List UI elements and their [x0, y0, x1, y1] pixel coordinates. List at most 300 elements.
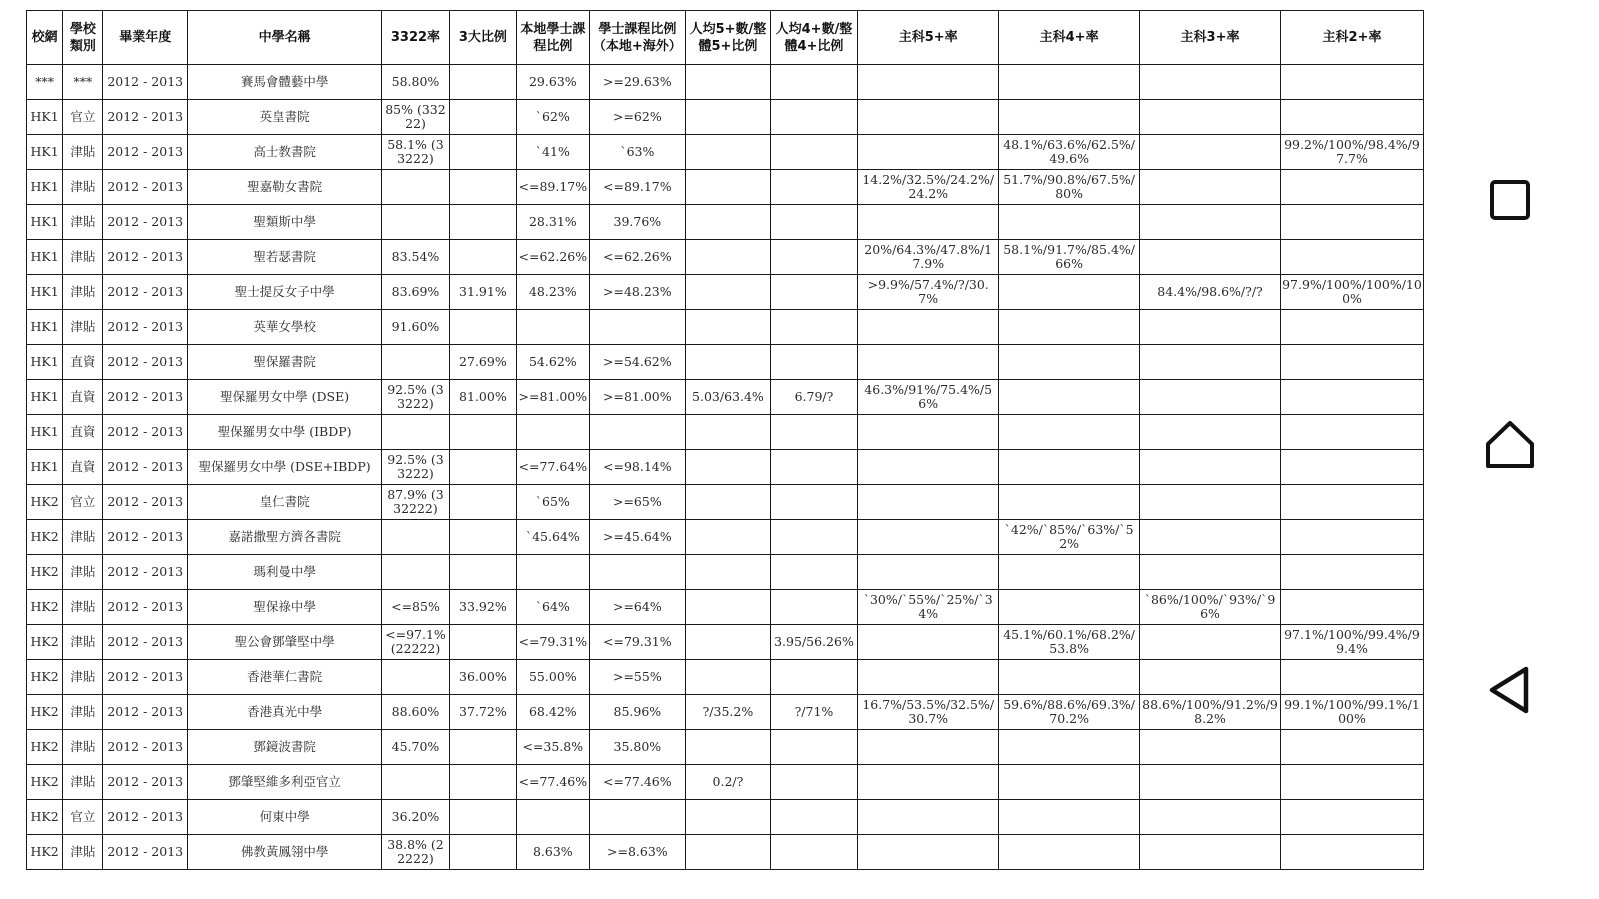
cell-degree-ratio-total[interactable]: 35.80%: [589, 730, 686, 765]
cell-graduation-year[interactable]: 2012 - 2013: [103, 65, 188, 100]
cell-avg-5plus[interactable]: [686, 450, 771, 485]
cell-school-name[interactable]: 嘉諾撒聖方濟各書院: [188, 520, 382, 555]
cell-top3-ratio[interactable]: [449, 765, 516, 800]
cell-core-4plus-rate[interactable]: 58.1%/91.7%/85.4%/66%: [999, 240, 1140, 275]
cell-avg-4plus[interactable]: [770, 765, 858, 800]
cell-local-degree-ratio[interactable]: 48.23%: [517, 275, 589, 310]
cell-school-name[interactable]: 高士教書院: [188, 135, 382, 170]
cell-rate-3322[interactable]: [382, 660, 449, 695]
cell-school-type[interactable]: 津貼: [63, 205, 103, 240]
cell-school-name[interactable]: 瑪利曼中學: [188, 555, 382, 590]
cell-degree-ratio-total[interactable]: >=54.62%: [589, 345, 686, 380]
cell-core-3plus-rate[interactable]: [1140, 135, 1281, 170]
cell-core-5plus-rate[interactable]: [858, 520, 999, 555]
cell-avg-4plus[interactable]: [770, 135, 858, 170]
cell-degree-ratio-total[interactable]: <=62.26%: [589, 240, 686, 275]
cell-school-type[interactable]: 津貼: [63, 660, 103, 695]
cell-graduation-year[interactable]: 2012 - 2013: [103, 660, 188, 695]
cell-rate-3322[interactable]: 58.1% (33222): [382, 135, 449, 170]
cell-school-name[interactable]: 聖保羅男女中學 (IBDP): [188, 415, 382, 450]
cell-local-degree-ratio[interactable]: `62%: [517, 100, 589, 135]
cell-local-degree-ratio[interactable]: 55.00%: [517, 660, 589, 695]
cell-graduation-year[interactable]: 2012 - 2013: [103, 345, 188, 380]
cell-avg-5plus[interactable]: [686, 520, 771, 555]
cell-degree-ratio-total[interactable]: >=65%: [589, 485, 686, 520]
cell-degree-ratio-total[interactable]: [589, 415, 686, 450]
cell-core-2plus-rate[interactable]: [1280, 765, 1423, 800]
cell-network[interactable]: HK1: [27, 380, 63, 415]
cell-core-3plus-rate[interactable]: [1140, 450, 1281, 485]
cell-core-5plus-rate[interactable]: [858, 345, 999, 380]
cell-avg-4plus[interactable]: [770, 800, 858, 835]
table-row[interactable]: [27, 555, 1424, 590]
cell-avg-4plus[interactable]: [770, 520, 858, 555]
cell-avg-4plus[interactable]: [770, 345, 858, 380]
cell-graduation-year[interactable]: 2012 - 2013: [103, 485, 188, 520]
cell-core-2plus-rate[interactable]: 99.2%/100%/98.4%/97.7%: [1280, 135, 1423, 170]
cell-top3-ratio[interactable]: [449, 625, 516, 660]
cell-core-2plus-rate[interactable]: [1280, 800, 1423, 835]
cell-top3-ratio[interactable]: 31.91%: [449, 275, 516, 310]
cell-core-3plus-rate[interactable]: [1140, 660, 1281, 695]
cell-avg-4plus[interactable]: [770, 730, 858, 765]
column-header[interactable]: 中學名稱: [188, 11, 382, 65]
column-header[interactable]: 3322率: [382, 11, 449, 65]
cell-core-2plus-rate[interactable]: [1280, 450, 1423, 485]
cell-school-type[interactable]: 津貼: [63, 275, 103, 310]
cell-avg-5plus[interactable]: [686, 205, 771, 240]
cell-graduation-year[interactable]: 2012 - 2013: [103, 415, 188, 450]
cell-avg-5plus[interactable]: [686, 170, 771, 205]
cell-school-name[interactable]: 聖保羅男女中學 (DSE+IBDP): [188, 450, 382, 485]
cell-rate-3322[interactable]: 83.69%: [382, 275, 449, 310]
cell-degree-ratio-total[interactable]: >=48.23%: [589, 275, 686, 310]
cell-graduation-year[interactable]: 2012 - 2013: [103, 555, 188, 590]
table-row[interactable]: [27, 590, 1424, 625]
cell-core-3plus-rate[interactable]: [1140, 625, 1281, 660]
cell-degree-ratio-total[interactable]: [589, 800, 686, 835]
cell-network[interactable]: HK1: [27, 205, 63, 240]
cell-core-2plus-rate[interactable]: [1280, 835, 1423, 870]
cell-network[interactable]: HK1: [27, 450, 63, 485]
cell-rate-3322[interactable]: [382, 765, 449, 800]
cell-core-4plus-rate[interactable]: [999, 415, 1140, 450]
cell-core-5plus-rate[interactable]: [858, 730, 999, 765]
table-row[interactable]: [27, 310, 1424, 345]
cell-network[interactable]: HK1: [27, 240, 63, 275]
cell-core-4plus-rate[interactable]: [999, 660, 1140, 695]
cell-core-4plus-rate[interactable]: 59.6%/88.6%/69.3%/70.2%: [999, 695, 1140, 730]
cell-degree-ratio-total[interactable]: >=62%: [589, 100, 686, 135]
cell-top3-ratio[interactable]: [449, 485, 516, 520]
cell-school-type[interactable]: 津貼: [63, 730, 103, 765]
column-header[interactable]: 主科5+率: [858, 11, 999, 65]
cell-core-3plus-rate[interactable]: 84.4%/98.6%/?/?: [1140, 275, 1281, 310]
cell-network[interactable]: HK2: [27, 590, 63, 625]
cell-avg-5plus[interactable]: [686, 275, 771, 310]
cell-graduation-year[interactable]: 2012 - 2013: [103, 380, 188, 415]
cell-rate-3322[interactable]: 85% (33222): [382, 100, 449, 135]
cell-core-4plus-rate[interactable]: [999, 450, 1140, 485]
table-row[interactable]: [27, 345, 1424, 380]
cell-school-name[interactable]: 英華女學校: [188, 310, 382, 345]
cell-avg-5plus[interactable]: [686, 835, 771, 870]
table-row[interactable]: [27, 625, 1424, 660]
cell-avg-4plus[interactable]: [770, 660, 858, 695]
cell-school-type[interactable]: 直資: [63, 345, 103, 380]
column-header[interactable]: 畢業年度: [103, 11, 188, 65]
cell-core-4plus-rate[interactable]: [999, 485, 1140, 520]
cell-school-type[interactable]: 官立: [63, 485, 103, 520]
cell-degree-ratio-total[interactable]: `63%: [589, 135, 686, 170]
cell-degree-ratio-total[interactable]: >=64%: [589, 590, 686, 625]
cell-core-4plus-rate[interactable]: [999, 590, 1140, 625]
cell-core-5plus-rate[interactable]: [858, 835, 999, 870]
cell-core-4plus-rate[interactable]: [999, 310, 1140, 345]
cell-core-2plus-rate[interactable]: [1280, 345, 1423, 380]
column-header[interactable]: 3大比例: [449, 11, 516, 65]
cell-top3-ratio[interactable]: [449, 730, 516, 765]
cell-local-degree-ratio[interactable]: <=77.64%: [517, 450, 589, 485]
cell-degree-ratio-total[interactable]: <=89.17%: [589, 170, 686, 205]
cell-school-type[interactable]: 津貼: [63, 625, 103, 660]
cell-top3-ratio[interactable]: [449, 800, 516, 835]
home-button[interactable]: [1482, 416, 1538, 472]
cell-school-type[interactable]: 津貼: [63, 835, 103, 870]
cell-avg-4plus[interactable]: [770, 65, 858, 100]
cell-school-name[interactable]: 聖保羅書院: [188, 345, 382, 380]
cell-degree-ratio-total[interactable]: 39.76%: [589, 205, 686, 240]
cell-core-3plus-rate[interactable]: [1140, 240, 1281, 275]
column-header[interactable]: 人均4+數/整體4+比例: [770, 11, 858, 65]
cell-avg-5plus[interactable]: [686, 555, 771, 590]
cell-local-degree-ratio[interactable]: 68.42%: [517, 695, 589, 730]
cell-rate-3322[interactable]: 91.60%: [382, 310, 449, 345]
cell-core-5plus-rate[interactable]: [858, 65, 999, 100]
cell-rate-3322[interactable]: 36.20%: [382, 800, 449, 835]
cell-core-3plus-rate[interactable]: [1140, 415, 1281, 450]
cell-core-4plus-rate[interactable]: [999, 275, 1140, 310]
cell-school-type[interactable]: 津貼: [63, 135, 103, 170]
cell-degree-ratio-total[interactable]: [589, 555, 686, 590]
table-row[interactable]: [27, 135, 1424, 170]
cell-graduation-year[interactable]: 2012 - 2013: [103, 765, 188, 800]
cell-graduation-year[interactable]: 2012 - 2013: [103, 170, 188, 205]
cell-school-name[interactable]: 何東中學: [188, 800, 382, 835]
column-header[interactable]: 主科4+率: [999, 11, 1140, 65]
cell-core-2plus-rate[interactable]: [1280, 520, 1423, 555]
cell-core-3plus-rate[interactable]: `86%/100%/`93%/`96%: [1140, 590, 1281, 625]
cell-top3-ratio[interactable]: [449, 170, 516, 205]
cell-core-5plus-rate[interactable]: [858, 765, 999, 800]
cell-avg-4plus[interactable]: [770, 170, 858, 205]
cell-rate-3322[interactable]: 83.54%: [382, 240, 449, 275]
cell-rate-3322[interactable]: <=97.1% (22222): [382, 625, 449, 660]
cell-degree-ratio-total[interactable]: [589, 310, 686, 345]
cell-school-name[interactable]: 聖公會鄧肇堅中學: [188, 625, 382, 660]
cell-school-name[interactable]: 聖士提反女子中學: [188, 275, 382, 310]
cell-avg-4plus[interactable]: [770, 450, 858, 485]
cell-core-5plus-rate[interactable]: 14.2%/32.5%/24.2%/24.2%: [858, 170, 999, 205]
table-row[interactable]: [27, 520, 1424, 555]
cell-avg-5plus[interactable]: [686, 625, 771, 660]
cell-core-5plus-rate[interactable]: [858, 555, 999, 590]
cell-core-2plus-rate[interactable]: [1280, 590, 1423, 625]
cell-network[interactable]: HK2: [27, 800, 63, 835]
cell-avg-5plus[interactable]: 0.2/?: [686, 765, 771, 800]
cell-top3-ratio[interactable]: [449, 310, 516, 345]
cell-local-degree-ratio[interactable]: <=62.26%: [517, 240, 589, 275]
table-row[interactable]: [27, 240, 1424, 275]
cell-avg-4plus[interactable]: [770, 835, 858, 870]
cell-top3-ratio[interactable]: [449, 135, 516, 170]
table-row[interactable]: [27, 100, 1424, 135]
cell-core-3plus-rate[interactable]: [1140, 380, 1281, 415]
cell-core-3plus-rate[interactable]: [1140, 555, 1281, 590]
cell-rate-3322[interactable]: [382, 520, 449, 555]
cell-top3-ratio[interactable]: [449, 65, 516, 100]
cell-degree-ratio-total[interactable]: <=79.31%: [589, 625, 686, 660]
cell-school-type[interactable]: ***: [63, 65, 103, 100]
cell-local-degree-ratio[interactable]: [517, 800, 589, 835]
cell-core-4plus-rate[interactable]: `42%/`85%/`63%/`52%: [999, 520, 1140, 555]
cell-top3-ratio[interactable]: [449, 205, 516, 240]
table-row[interactable]: [27, 765, 1424, 800]
cell-rate-3322[interactable]: 38.8% (22222): [382, 835, 449, 870]
cell-core-5plus-rate[interactable]: 16.7%/53.5%/32.5%/30.7%: [858, 695, 999, 730]
cell-network[interactable]: HK2: [27, 485, 63, 520]
column-header[interactable]: 人均5+數/整體5+比例: [686, 11, 771, 65]
cell-core-4plus-rate[interactable]: [999, 765, 1140, 800]
cell-core-4plus-rate[interactable]: [999, 800, 1140, 835]
cell-local-degree-ratio[interactable]: <=79.31%: [517, 625, 589, 660]
cell-degree-ratio-total[interactable]: 85.96%: [589, 695, 686, 730]
cell-school-name[interactable]: 鄧鏡波書院: [188, 730, 382, 765]
cell-core-2plus-rate[interactable]: 97.9%/100%/100%/100%: [1280, 275, 1423, 310]
back-button[interactable]: [1482, 662, 1538, 718]
cell-local-degree-ratio[interactable]: <=35.8%: [517, 730, 589, 765]
cell-top3-ratio[interactable]: [449, 450, 516, 485]
cell-graduation-year[interactable]: 2012 - 2013: [103, 100, 188, 135]
cell-graduation-year[interactable]: 2012 - 2013: [103, 240, 188, 275]
table-row[interactable]: [27, 205, 1424, 240]
cell-core-4plus-rate[interactable]: [999, 730, 1140, 765]
cell-rate-3322[interactable]: [382, 555, 449, 590]
cell-top3-ratio[interactable]: [449, 240, 516, 275]
cell-school-type[interactable]: 津貼: [63, 240, 103, 275]
cell-graduation-year[interactable]: 2012 - 2013: [103, 590, 188, 625]
cell-avg-5plus[interactable]: 5.03/63.4%: [686, 380, 771, 415]
cell-core-5plus-rate[interactable]: [858, 310, 999, 345]
cell-graduation-year[interactable]: 2012 - 2013: [103, 520, 188, 555]
cell-network[interactable]: HK1: [27, 345, 63, 380]
table-row[interactable]: [27, 415, 1424, 450]
cell-local-degree-ratio[interactable]: [517, 415, 589, 450]
cell-top3-ratio[interactable]: 27.69%: [449, 345, 516, 380]
cell-avg-4plus[interactable]: [770, 100, 858, 135]
table-row[interactable]: [27, 800, 1424, 835]
table-row[interactable]: [27, 695, 1424, 730]
cell-top3-ratio[interactable]: [449, 520, 516, 555]
cell-core-4plus-rate[interactable]: 48.1%/63.6%/62.5%/49.6%: [999, 135, 1140, 170]
cell-core-4plus-rate[interactable]: [999, 835, 1140, 870]
cell-core-5plus-rate[interactable]: [858, 100, 999, 135]
cell-school-type[interactable]: 津貼: [63, 590, 103, 625]
cell-school-name[interactable]: 佛教黃鳳翎中學: [188, 835, 382, 870]
cell-avg-5plus[interactable]: [686, 800, 771, 835]
cell-graduation-year[interactable]: 2012 - 2013: [103, 730, 188, 765]
cell-core-5plus-rate[interactable]: [858, 415, 999, 450]
cell-top3-ratio[interactable]: 81.00%: [449, 380, 516, 415]
cell-degree-ratio-total[interactable]: >=55%: [589, 660, 686, 695]
cell-graduation-year[interactable]: 2012 - 2013: [103, 835, 188, 870]
cell-local-degree-ratio[interactable]: 8.63%: [517, 835, 589, 870]
cell-school-name[interactable]: 香港真光中學: [188, 695, 382, 730]
cell-core-2plus-rate[interactable]: [1280, 485, 1423, 520]
cell-avg-5plus[interactable]: [686, 660, 771, 695]
cell-school-type[interactable]: 津貼: [63, 555, 103, 590]
cell-core-3plus-rate[interactable]: 88.6%/100%/91.2%/98.2%: [1140, 695, 1281, 730]
cell-avg-4plus[interactable]: [770, 310, 858, 345]
cell-avg-5plus[interactable]: [686, 135, 771, 170]
cell-rate-3322[interactable]: 45.70%: [382, 730, 449, 765]
cell-local-degree-ratio[interactable]: 54.62%: [517, 345, 589, 380]
cell-core-3plus-rate[interactable]: [1140, 345, 1281, 380]
cell-graduation-year[interactable]: 2012 - 2013: [103, 310, 188, 345]
cell-core-3plus-rate[interactable]: [1140, 800, 1281, 835]
table-row[interactable]: [27, 275, 1424, 310]
cell-avg-4plus[interactable]: ?/71%: [770, 695, 858, 730]
cell-degree-ratio-total[interactable]: >=45.64%: [589, 520, 686, 555]
cell-core-4plus-rate[interactable]: [999, 65, 1140, 100]
cell-core-5plus-rate[interactable]: [858, 450, 999, 485]
column-header[interactable]: 學士課程比例（本地+海外）: [589, 11, 686, 65]
cell-core-5plus-rate[interactable]: [858, 660, 999, 695]
column-header[interactable]: 本地學士課程比例: [517, 11, 589, 65]
cell-top3-ratio[interactable]: 33.92%: [449, 590, 516, 625]
cell-network[interactable]: HK1: [27, 100, 63, 135]
cell-top3-ratio[interactable]: [449, 415, 516, 450]
cell-avg-5plus[interactable]: [686, 415, 771, 450]
cell-core-3plus-rate[interactable]: [1140, 485, 1281, 520]
cell-local-degree-ratio[interactable]: >=81.00%: [517, 380, 589, 415]
cell-network[interactable]: HK2: [27, 660, 63, 695]
cell-avg-4plus[interactable]: [770, 415, 858, 450]
cell-network[interactable]: HK2: [27, 520, 63, 555]
cell-local-degree-ratio[interactable]: 28.31%: [517, 205, 589, 240]
cell-network[interactable]: ***: [27, 65, 63, 100]
cell-core-2plus-rate[interactable]: [1280, 170, 1423, 205]
cell-network[interactable]: HK1: [27, 415, 63, 450]
cell-degree-ratio-total[interactable]: >=8.63%: [589, 835, 686, 870]
cell-avg-5plus[interactable]: [686, 345, 771, 380]
cell-core-3plus-rate[interactable]: [1140, 170, 1281, 205]
cell-core-5plus-rate[interactable]: 46.3%/91%/75.4%/56%: [858, 380, 999, 415]
cell-core-5plus-rate[interactable]: `30%/`55%/`25%/`34%: [858, 590, 999, 625]
cell-core-2plus-rate[interactable]: [1280, 240, 1423, 275]
cell-network[interactable]: HK1: [27, 275, 63, 310]
cell-core-3plus-rate[interactable]: [1140, 100, 1281, 135]
cell-rate-3322[interactable]: [382, 205, 449, 240]
cell-degree-ratio-total[interactable]: >=81.00%: [589, 380, 686, 415]
cell-core-2plus-rate[interactable]: [1280, 555, 1423, 590]
cell-local-degree-ratio[interactable]: `41%: [517, 135, 589, 170]
cell-core-5plus-rate[interactable]: 20%/64.3%/47.8%/17.9%: [858, 240, 999, 275]
cell-school-type[interactable]: 直資: [63, 380, 103, 415]
column-header[interactable]: 主科3+率: [1140, 11, 1281, 65]
cell-rate-3322[interactable]: 87.9% (332222): [382, 485, 449, 520]
cell-core-5plus-rate[interactable]: >9.9%/57.4%/?/30.7%: [858, 275, 999, 310]
cell-core-3plus-rate[interactable]: [1140, 835, 1281, 870]
cell-local-degree-ratio[interactable]: <=89.17%: [517, 170, 589, 205]
cell-graduation-year[interactable]: 2012 - 2013: [103, 275, 188, 310]
cell-degree-ratio-total[interactable]: <=98.14%: [589, 450, 686, 485]
cell-network[interactable]: HK1: [27, 170, 63, 205]
cell-avg-5plus[interactable]: [686, 730, 771, 765]
spreadsheet-view[interactable]: [26, 10, 1424, 899]
cell-core-4plus-rate[interactable]: 51.7%/90.8%/67.5%/80%: [999, 170, 1140, 205]
cell-core-3plus-rate[interactable]: [1140, 310, 1281, 345]
cell-school-name[interactable]: 聖保羅男女中學 (DSE): [188, 380, 382, 415]
cell-school-name[interactable]: 英皇書院: [188, 100, 382, 135]
cell-rate-3322[interactable]: [382, 170, 449, 205]
cell-rate-3322[interactable]: 58.80%: [382, 65, 449, 100]
column-header[interactable]: 主科2+率: [1280, 11, 1423, 65]
cell-core-3plus-rate[interactable]: [1140, 730, 1281, 765]
cell-top3-ratio[interactable]: 36.00%: [449, 660, 516, 695]
cell-network[interactable]: HK2: [27, 730, 63, 765]
cell-school-name[interactable]: 聖類斯中學: [188, 205, 382, 240]
cell-top3-ratio[interactable]: [449, 555, 516, 590]
cell-school-type[interactable]: 津貼: [63, 765, 103, 800]
cell-core-2plus-rate[interactable]: 97.1%/100%/99.4%/99.4%: [1280, 625, 1423, 660]
table-row[interactable]: [27, 835, 1424, 870]
cell-core-2plus-rate[interactable]: [1280, 730, 1423, 765]
table-row[interactable]: [27, 730, 1424, 765]
cell-school-name[interactable]: 聖保祿中學: [188, 590, 382, 625]
cell-rate-3322[interactable]: [382, 345, 449, 380]
cell-avg-5plus[interactable]: ?/35.2%: [686, 695, 771, 730]
cell-core-3plus-rate[interactable]: [1140, 65, 1281, 100]
cell-network[interactable]: HK1: [27, 310, 63, 345]
cell-avg-5plus[interactable]: [686, 100, 771, 135]
cell-degree-ratio-total[interactable]: >=29.63%: [589, 65, 686, 100]
cell-graduation-year[interactable]: 2012 - 2013: [103, 800, 188, 835]
cell-graduation-year[interactable]: 2012 - 2013: [103, 625, 188, 660]
cell-network[interactable]: HK2: [27, 555, 63, 590]
cell-core-4plus-rate[interactable]: [999, 380, 1140, 415]
cell-avg-4plus[interactable]: [770, 275, 858, 310]
cell-local-degree-ratio[interactable]: `45.64%: [517, 520, 589, 555]
cell-core-2plus-rate[interactable]: [1280, 660, 1423, 695]
cell-local-degree-ratio[interactable]: <=77.46%: [517, 765, 589, 800]
cell-school-name[interactable]: 鄧肇堅維多利亞官立: [188, 765, 382, 800]
cell-school-type[interactable]: 津貼: [63, 520, 103, 555]
cell-core-2plus-rate[interactable]: [1280, 415, 1423, 450]
cell-avg-4plus[interactable]: [770, 555, 858, 590]
cell-school-type[interactable]: 直資: [63, 450, 103, 485]
table-row[interactable]: [27, 450, 1424, 485]
cell-network[interactable]: HK2: [27, 765, 63, 800]
cell-core-5plus-rate[interactable]: [858, 205, 999, 240]
cell-graduation-year[interactable]: 2012 - 2013: [103, 695, 188, 730]
cell-school-type[interactable]: 津貼: [63, 695, 103, 730]
cell-core-2plus-rate[interactable]: [1280, 65, 1423, 100]
cell-core-3plus-rate[interactable]: [1140, 765, 1281, 800]
cell-graduation-year[interactable]: 2012 - 2013: [103, 450, 188, 485]
cell-core-2plus-rate[interactable]: [1280, 310, 1423, 345]
cell-avg-5plus[interactable]: [686, 485, 771, 520]
